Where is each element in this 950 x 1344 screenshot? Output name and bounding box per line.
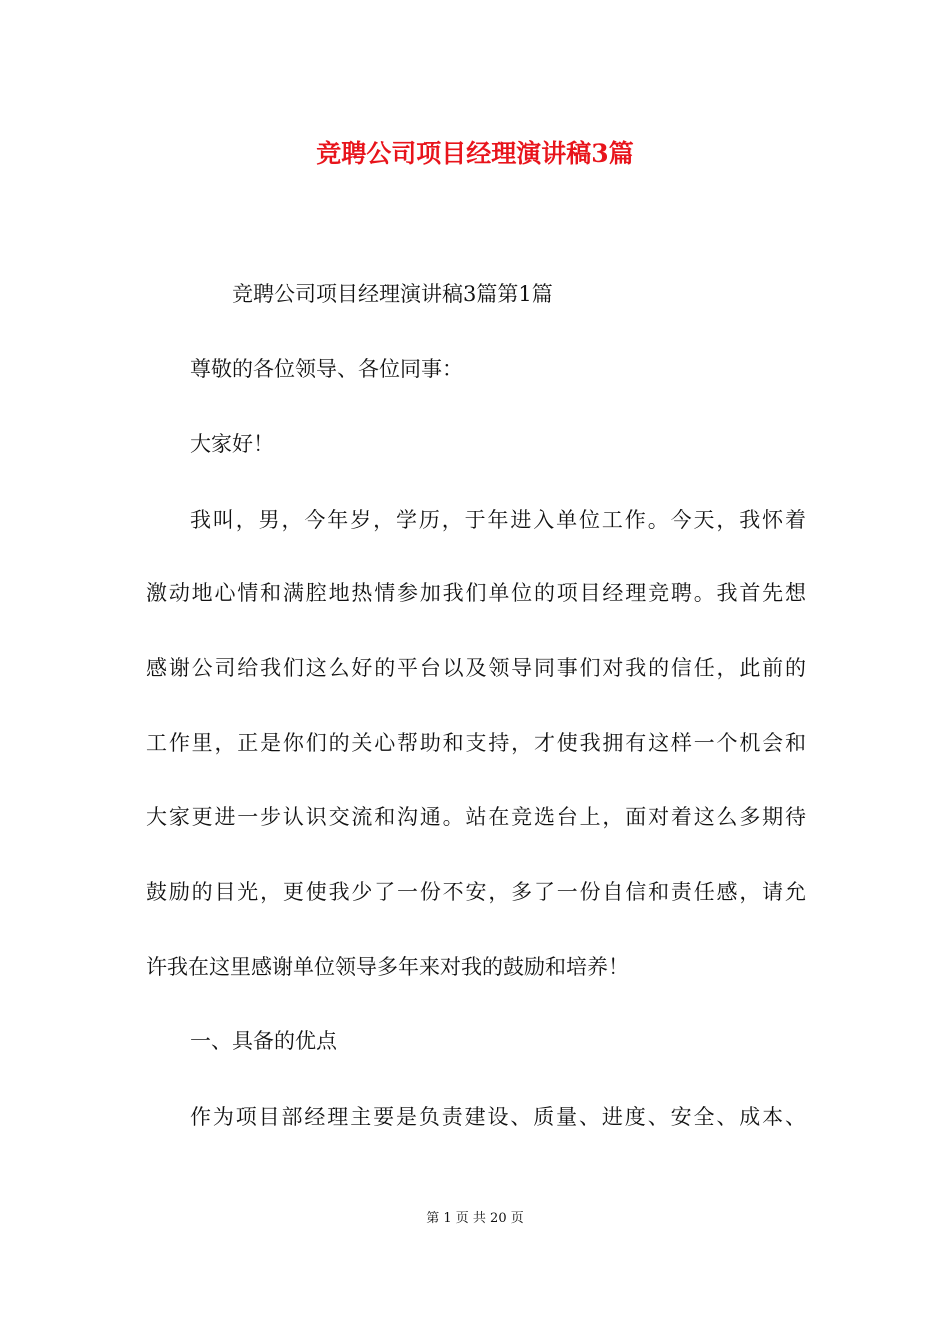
paragraph-line: 鼓励的目光，更使我少了一份不安，多了一份自信和责任感，请允 [146, 880, 806, 904]
page-footer [0, 1209, 950, 1229]
subtitle: 竞聘公司项目经理演讲稿3篇第1篇 [232, 282, 553, 306]
paragraph-line: 作为项目部经理主要是负责建设、质量、进度、安全、成本、 [190, 1105, 806, 1129]
document-title: 竞聘公司项目经理演讲稿3篇 [316, 139, 634, 168]
page-number: 第 1 页 共 20 页 [426, 1211, 524, 1226]
section-heading: 一、具备的优点 [190, 1029, 337, 1053]
paragraph-line: 我叫，男，今年岁，学历，于年进入单位工作。今天，我怀着 [190, 508, 806, 532]
salutation: 大家好！ [190, 432, 274, 456]
paragraph-line: 大家更进一步认识交流和沟通。站在竞选台上，面对着这么多期待 [146, 805, 806, 829]
paragraph-line: 许我在这里感谢单位领导多年来对我的鼓励和培养！ [146, 955, 629, 979]
paragraph-line: 工作里，正是你们的关心帮助和支持，才使我拥有这样一个机会和 [146, 731, 806, 755]
greeting: 尊敬的各位领导、各位同事： [190, 357, 463, 381]
paragraph-line: 激动地心情和满腔地热情参加我们单位的项目经理竞聘。我首先想 [146, 581, 806, 605]
paragraph-line: 感谢公司给我们这么好的平台以及领导同事们对我的信任，此前的 [146, 656, 806, 680]
